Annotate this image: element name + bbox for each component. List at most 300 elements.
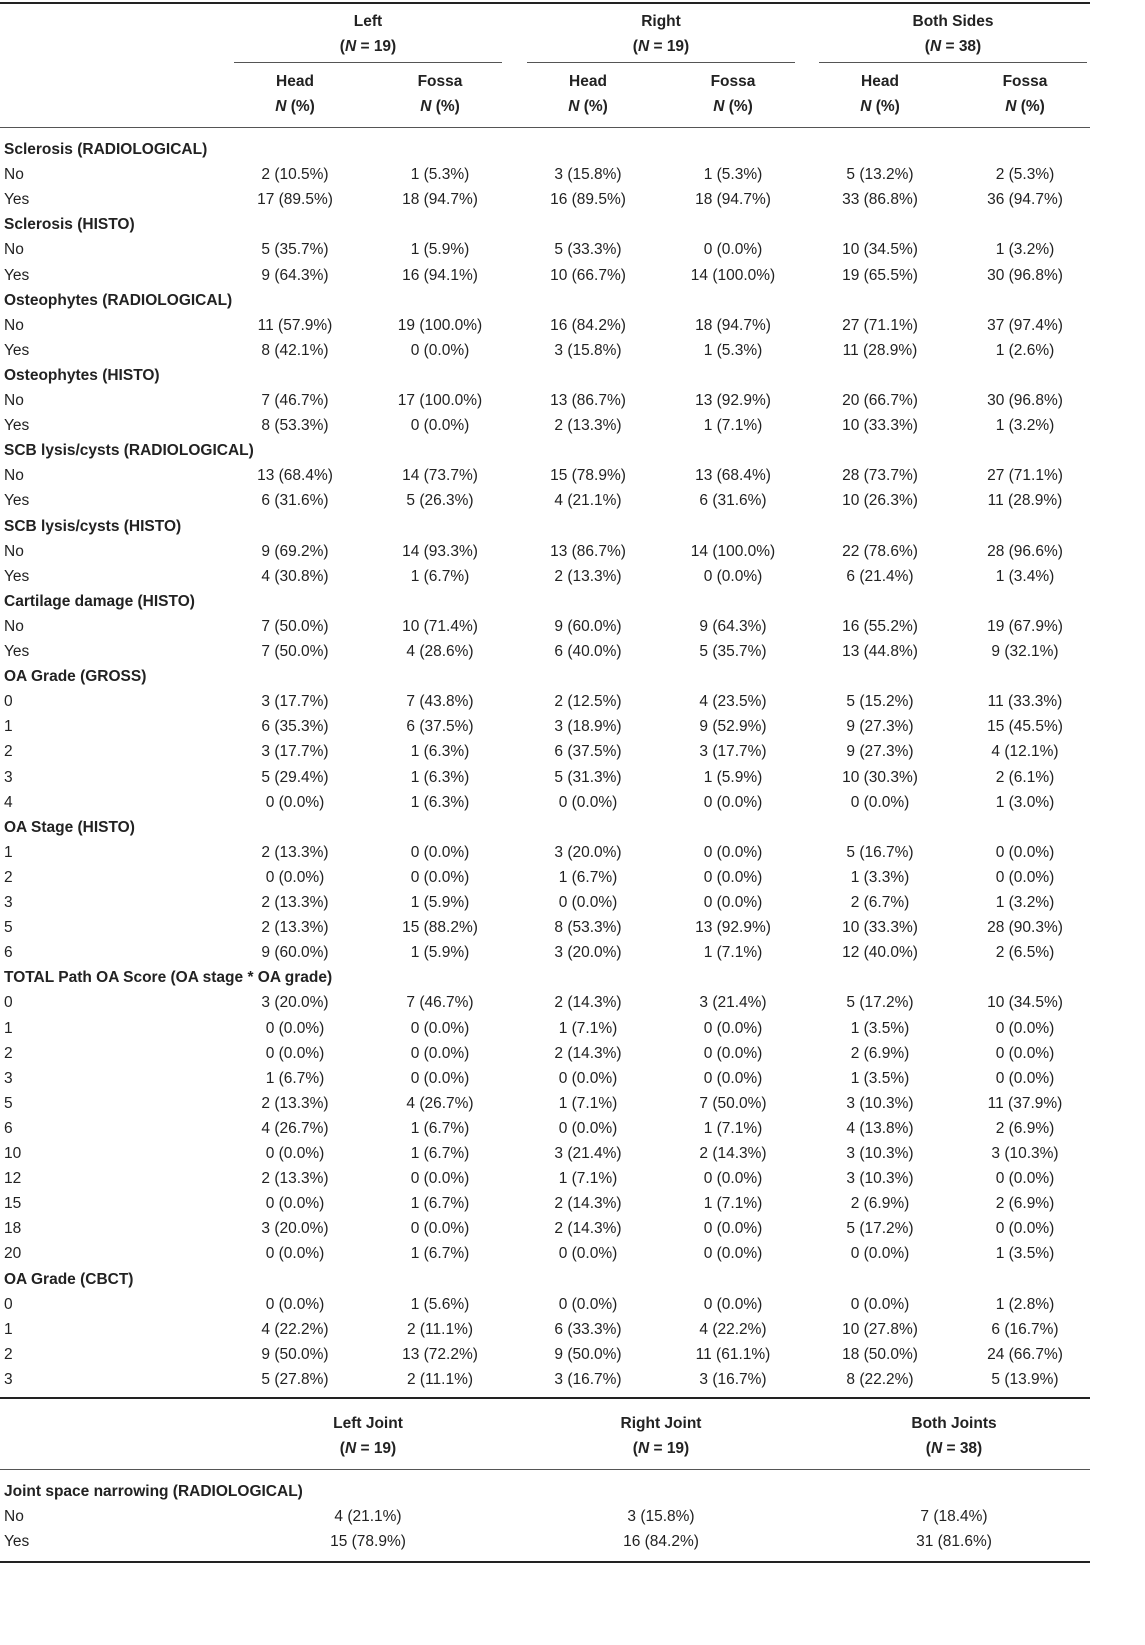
table-cell: 0 (0.0%): [410, 417, 470, 435]
table-cell: 12 (40.0%): [842, 944, 918, 962]
table-cell: 2 (6.9%): [995, 1195, 1055, 1213]
table-cell: 1 (5.9%): [410, 944, 470, 962]
section-title: Cartilage damage (HISTO): [4, 592, 195, 610]
row-label: No: [4, 1508, 24, 1526]
row-label: Yes: [4, 417, 30, 435]
table-cell: 1 (3.2%): [995, 241, 1055, 259]
table-cell: 0 (0.0%): [558, 793, 618, 811]
table-cell: 6 (33.3%): [554, 1320, 622, 1338]
group-underline-0: [234, 62, 502, 63]
table-cell: 0 (0.0%): [558, 1245, 618, 1263]
table-cell: 5 (35.7%): [261, 241, 329, 259]
table-cell: 3 (20.0%): [261, 994, 329, 1012]
row-label: 5: [4, 919, 13, 937]
table-cell: 6 (21.4%): [846, 567, 914, 585]
table-cell: 8 (53.3%): [554, 919, 622, 937]
table-cell: 6 (31.6%): [699, 492, 767, 510]
group-underline-1: [527, 62, 795, 63]
bottom-group-header-2-n: (N = 38): [925, 1440, 983, 1457]
table-cell: 3 (20.0%): [554, 843, 622, 861]
row-label: 1: [4, 843, 13, 861]
group-header-1-n: (N = 19): [632, 38, 690, 55]
table-cell: 27 (71.1%): [987, 467, 1063, 485]
table-cell: 9 (50.0%): [261, 1345, 329, 1363]
section-title: SCB lysis/cysts (RADIOLOGICAL): [4, 442, 254, 460]
table-cell: 3 (20.0%): [554, 944, 622, 962]
table-cell: 4 (30.8%): [261, 567, 329, 585]
table-cell: 9 (32.1%): [991, 643, 1059, 660]
row-label: Yes: [4, 266, 30, 284]
table-cell: 1 (7.1%): [703, 1119, 763, 1137]
row-label: 6: [4, 944, 13, 962]
table-cell: 19 (65.5%): [842, 266, 918, 284]
row-label: 2: [4, 1044, 13, 1062]
section-title: SCB lysis/cysts (HISTO): [4, 517, 182, 535]
bottom-group-header-0: Left Joint: [333, 1415, 403, 1432]
table-cell: 1 (6.3%): [410, 768, 470, 786]
table-cell: 19 (67.9%): [987, 617, 1063, 635]
table-cell: 6 (16.7%): [991, 1320, 1059, 1338]
table-cell: 8 (22.2%): [846, 1370, 914, 1388]
table-cell: 18 (94.7%): [695, 191, 771, 209]
table-cell: 1 (5.6%): [410, 1295, 470, 1313]
subcol-header-3: Fossa: [710, 73, 756, 90]
row-label: No: [4, 166, 24, 184]
row-label: 2: [4, 743, 13, 761]
table-cell: 0 (0.0%): [703, 843, 763, 861]
table-cell: 9 (52.9%): [699, 718, 767, 736]
subcol-header-2: Head: [569, 73, 607, 90]
table-cell: 30 (96.8%): [987, 266, 1063, 284]
table-cell: 10 (71.4%): [402, 617, 478, 635]
table-cell: 1 (5.3%): [410, 166, 470, 184]
table-cell: 30 (96.8%): [987, 392, 1063, 409]
row-label: No: [4, 241, 24, 259]
table-cell: 28 (90.3%): [987, 919, 1063, 937]
table-cell: 4 (21.1%): [554, 492, 622, 510]
table-cell: 9 (50.0%): [554, 1345, 622, 1363]
table-cell: 2 (6.9%): [995, 1119, 1055, 1137]
row-label: 6: [4, 1119, 13, 1137]
table-cell: 7 (50.0%): [261, 643, 329, 660]
table-cell: 9 (27.3%): [846, 743, 914, 761]
table-cell: 0 (0.0%): [265, 868, 325, 886]
table-cell: 4 (23.5%): [699, 693, 767, 711]
table-cell: 0 (0.0%): [410, 341, 470, 359]
table-cell: 3 (15.8%): [554, 166, 622, 184]
table-cell: 0 (0.0%): [995, 843, 1055, 861]
table-cell: 13 (68.4%): [695, 467, 771, 485]
row-label: 2: [4, 868, 13, 886]
table-cell: 5 (17.2%): [846, 1220, 914, 1238]
table-cell: 0 (0.0%): [703, 894, 763, 911]
table-cell: 10 (66.7%): [550, 266, 626, 284]
table-cell: 2 (6.9%): [850, 1044, 910, 1062]
table-cell: 0 (0.0%): [410, 868, 470, 886]
table-cell: 2 (13.3%): [554, 417, 622, 435]
table-cell: 28 (73.7%): [842, 467, 918, 485]
table-cell: 1 (6.7%): [410, 1145, 470, 1162]
table-cell: 2 (14.3%): [554, 1044, 622, 1062]
table-cell: 5 (33.3%): [554, 241, 622, 259]
table-cell: 3 (16.7%): [699, 1370, 767, 1388]
table-cell: 1 (5.9%): [410, 241, 470, 259]
table-cell: 3 (15.8%): [627, 1508, 695, 1526]
subcol-header-1: Fossa: [417, 73, 463, 90]
table-cell: 3 (10.3%): [991, 1145, 1059, 1162]
subcol-header-0: Head: [276, 73, 314, 90]
table-cell: 1 (3.3%): [850, 868, 910, 886]
table-cell: 1 (7.1%): [558, 1019, 618, 1037]
row-label: 12: [4, 1170, 22, 1188]
table-cell: 5 (35.7%): [699, 643, 767, 660]
table-cell: 11 (61.1%): [695, 1345, 771, 1363]
table-cell: 13 (92.9%): [695, 919, 771, 937]
table-cell: 20 (66.7%): [842, 392, 918, 409]
table-cell: 0 (0.0%): [703, 1019, 763, 1037]
table-cell: 37 (97.4%): [987, 316, 1063, 334]
table-cell: 17 (100.0%): [397, 392, 483, 409]
row-label: Yes: [4, 1533, 30, 1551]
bottom-group-header-1: Right Joint: [620, 1415, 702, 1432]
table-cell: 6 (40.0%): [554, 643, 622, 660]
table-cell: 0 (0.0%): [703, 793, 763, 811]
row-label: Yes: [4, 643, 30, 660]
table-cell: 2 (13.3%): [261, 1170, 329, 1188]
table-cell: 6 (31.6%): [261, 492, 329, 510]
table-cell: 3 (17.7%): [261, 743, 329, 761]
table-cell: 1 (3.5%): [850, 1069, 910, 1087]
table-cell: 6 (35.3%): [261, 718, 329, 736]
table-cell: 1 (2.6%): [995, 341, 1055, 359]
table-cell: 0 (0.0%): [410, 1220, 470, 1238]
table-cell: 4 (22.2%): [261, 1320, 329, 1338]
row-label: 3: [4, 894, 13, 911]
table-cell: 9 (60.0%): [261, 944, 329, 962]
row-label: 18: [4, 1220, 22, 1238]
table-cell: 11 (28.9%): [987, 492, 1063, 510]
row-label: Yes: [4, 341, 30, 359]
table-cell: 2 (6.7%): [850, 894, 910, 911]
table-cell: 13 (92.9%): [695, 392, 771, 409]
table-cell: 0 (0.0%): [703, 241, 763, 259]
table-cell: 5 (27.8%): [261, 1370, 329, 1388]
row-label: 20: [4, 1245, 22, 1263]
table-cell: 0 (0.0%): [558, 1295, 618, 1313]
subcol-header-4: Head: [861, 73, 899, 90]
table-cell: 0 (0.0%): [850, 1295, 910, 1313]
table-cell: 0 (0.0%): [410, 1044, 470, 1062]
table-cell: 4 (22.2%): [699, 1320, 767, 1338]
table-cell: 2 (13.3%): [261, 1094, 329, 1112]
table-cell: 2 (6.1%): [995, 768, 1055, 786]
subcol-header-3-unit: N (%): [713, 98, 753, 115]
section-title: Osteophytes (RADIOLOGICAL): [4, 291, 233, 309]
section-title: TOTAL Path OA Score (OA stage * OA grade): [4, 969, 333, 987]
table-cell: 4 (26.7%): [406, 1094, 474, 1112]
row-label: 1: [4, 718, 13, 736]
table-cell: 2 (13.3%): [261, 919, 329, 937]
table-cell: 3 (10.3%): [846, 1094, 914, 1112]
table-cell: 1 (6.3%): [410, 743, 470, 761]
table-cell: 1 (3.2%): [995, 894, 1055, 911]
table-cell: 5 (15.2%): [846, 693, 914, 711]
table-cell: 5 (17.2%): [846, 994, 914, 1012]
table-cell: 18 (94.7%): [402, 191, 478, 209]
table-cell: 0 (0.0%): [850, 793, 910, 811]
table-cell: 0 (0.0%): [995, 1069, 1055, 1087]
table-cell: 11 (57.9%): [257, 316, 333, 334]
row-label: No: [4, 392, 24, 409]
table-cell: 5 (13.9%): [991, 1370, 1059, 1388]
row-label: 3: [4, 768, 13, 786]
subcol-header-5: Fossa: [1002, 73, 1048, 90]
table-cell: 7 (18.4%): [920, 1508, 988, 1526]
row-label: 0: [4, 693, 13, 711]
table-cell: 2 (6.5%): [995, 944, 1055, 962]
table-cell: 7 (46.7%): [261, 392, 329, 409]
table-cell: 9 (27.3%): [846, 718, 914, 736]
table-cell: 8 (53.3%): [261, 417, 329, 435]
table-cell: 1 (6.3%): [410, 793, 470, 811]
row-label: No: [4, 316, 24, 334]
section-title: Sclerosis (HISTO): [4, 216, 135, 234]
table-cell: 13 (44.8%): [842, 643, 918, 660]
table-cell: 5 (31.3%): [554, 768, 622, 786]
table-cell: 3 (20.0%): [261, 1220, 329, 1238]
group-header-0: Left: [353, 13, 383, 30]
section-title: Joint space narrowing (RADIOLOGICAL): [4, 1483, 303, 1500]
table-cell: 10 (33.3%): [842, 919, 918, 937]
table-cell: 1 (7.1%): [703, 944, 763, 962]
table-cell: 10 (33.3%): [842, 417, 918, 435]
subcol-header-0-unit: N (%): [275, 98, 315, 115]
table-cell: 1 (5.3%): [703, 166, 763, 184]
table-cell: 18 (94.7%): [695, 316, 771, 334]
table-cell: 0 (0.0%): [558, 1119, 618, 1137]
group-header-0-n: (N = 19): [339, 38, 397, 55]
row-label: Yes: [4, 492, 30, 510]
table-cell: 7 (50.0%): [699, 1094, 767, 1112]
group-header-1: Right: [641, 13, 681, 30]
table-cell: 24 (66.7%): [987, 1345, 1063, 1363]
table-cell: 2 (14.3%): [554, 994, 622, 1012]
table-cell: 13 (68.4%): [257, 467, 333, 485]
section-title: Sclerosis (RADIOLOGICAL): [4, 141, 208, 158]
table-cell: 1 (2.8%): [995, 1295, 1055, 1313]
table-cell: 13 (86.7%): [550, 392, 626, 409]
table-cell: 4 (13.8%): [846, 1119, 914, 1137]
table-cell: 17 (89.5%): [257, 191, 333, 209]
table-cell: 5 (26.3%): [406, 492, 474, 510]
row-label: 3: [4, 1370, 13, 1388]
table-cell: 33 (86.8%): [842, 191, 918, 209]
table-cell: 9 (69.2%): [261, 542, 329, 560]
table-cell: 1 (7.1%): [558, 1094, 618, 1112]
table-cell: 36 (94.7%): [987, 191, 1063, 209]
table-cell: 22 (78.6%): [842, 542, 918, 560]
group-underline-2: [819, 62, 1087, 63]
section-title: OA Stage (HISTO): [4, 818, 135, 836]
row-label: 1: [4, 1320, 13, 1338]
table-cell: 9 (64.3%): [261, 266, 329, 284]
table-cell: 0 (0.0%): [265, 1295, 325, 1313]
header-bottom-rule: [0, 127, 1090, 128]
table-cell: 16 (89.5%): [550, 191, 626, 209]
table-cell: 1 (6.7%): [410, 1195, 470, 1213]
table-cell: 0 (0.0%): [703, 1044, 763, 1062]
table-cell: 0 (0.0%): [558, 894, 618, 911]
group-header-2-n: (N = 38): [924, 38, 982, 55]
table-cell: 1 (3.5%): [850, 1019, 910, 1037]
table-cell: 31 (81.6%): [916, 1533, 992, 1551]
table-cell: 1 (3.4%): [995, 567, 1055, 585]
table-cell: 15 (78.9%): [330, 1533, 406, 1551]
row-label: Yes: [4, 191, 30, 209]
table-cell: 1 (6.7%): [410, 1119, 470, 1137]
bottom-table-top-rule: [0, 1397, 1090, 1399]
table-cell: 1 (7.1%): [703, 1195, 763, 1213]
table-cell: 0 (0.0%): [995, 1019, 1055, 1037]
table-cell: 11 (33.3%): [987, 693, 1063, 711]
table-cell: 0 (0.0%): [703, 1069, 763, 1087]
table-cell: 0 (0.0%): [703, 1295, 763, 1313]
table-cell: 15 (45.5%): [987, 718, 1063, 736]
table-cell: 2 (14.3%): [554, 1220, 622, 1238]
table-cell: 0 (0.0%): [558, 1069, 618, 1087]
table-bottom-rule: [0, 1561, 1090, 1563]
table-cell: 14 (93.3%): [402, 542, 478, 560]
subcol-header-2-unit: N (%): [568, 98, 608, 115]
table-cell: 4 (12.1%): [991, 743, 1059, 761]
table-cell: 5 (13.2%): [846, 166, 914, 184]
row-label: 3: [4, 1069, 13, 1087]
table-cell: 2 (5.3%): [995, 166, 1055, 184]
row-label: 15: [4, 1195, 22, 1213]
table-cell: 0 (0.0%): [703, 1220, 763, 1238]
bottom-group-header-1-n: (N = 19): [632, 1440, 690, 1457]
table-cell: 3 (17.7%): [261, 693, 329, 711]
table-cell: 0 (0.0%): [265, 1195, 325, 1213]
table-cell: 9 (64.3%): [699, 617, 767, 635]
table-cell: 27 (71.1%): [842, 316, 918, 334]
table-cell: 11 (28.9%): [842, 341, 918, 359]
row-label: 4: [4, 793, 13, 811]
table-cell: 0 (0.0%): [410, 843, 470, 861]
table-cell: 2 (11.1%): [406, 1370, 474, 1388]
table-cell: 28 (96.6%): [987, 542, 1063, 560]
bottom-group-header-0-n: (N = 19): [339, 1440, 397, 1457]
section-title: OA Grade (CBCT): [4, 1270, 134, 1288]
table-cell: 0 (0.0%): [410, 1019, 470, 1037]
table-cell: 0 (0.0%): [703, 1245, 763, 1263]
row-label: 1: [4, 1019, 13, 1037]
table-cell: 6 (37.5%): [554, 743, 622, 761]
table-cell: 0 (0.0%): [995, 868, 1055, 886]
table-cell: 2 (13.3%): [261, 843, 329, 861]
table-cell: 9 (60.0%): [554, 617, 622, 635]
row-label: Yes: [4, 567, 30, 585]
row-label: 5: [4, 1094, 13, 1112]
table-cell: 2 (14.3%): [554, 1195, 622, 1213]
table-cell: 2 (12.5%): [554, 693, 622, 711]
row-label: No: [4, 542, 24, 560]
table-cell: 1 (7.1%): [558, 1170, 618, 1188]
subcol-header-1-unit: N (%): [420, 98, 460, 115]
table-cell: 16 (55.2%): [842, 617, 918, 635]
table-cell: 0 (0.0%): [703, 567, 763, 585]
table-cell: 0 (0.0%): [265, 1145, 325, 1162]
table-cell: 1 (7.1%): [703, 417, 763, 435]
table-cell: 18 (50.0%): [842, 1345, 918, 1363]
section-title: Osteophytes (HISTO): [4, 366, 160, 384]
table-cell: 3 (21.4%): [554, 1145, 622, 1162]
subcol-header-5-unit: N (%): [1005, 98, 1045, 115]
table-cell: 3 (15.8%): [554, 341, 622, 359]
table-cell: 0 (0.0%): [703, 868, 763, 886]
table-cell: 0 (0.0%): [410, 1170, 470, 1188]
table-cell: 3 (18.9%): [554, 718, 622, 736]
table-cell: 14 (100.0%): [690, 266, 776, 284]
table-cell: 15 (78.9%): [550, 467, 626, 485]
table-cell: 4 (26.7%): [261, 1119, 329, 1137]
table-cell: 1 (6.7%): [410, 567, 470, 585]
table-cell: 16 (94.1%): [402, 266, 478, 284]
table-cell: 3 (10.3%): [846, 1170, 914, 1188]
table-cell: 14 (100.0%): [690, 542, 776, 560]
table-cell: 11 (37.9%): [987, 1094, 1063, 1112]
table-cell: 10 (30.3%): [842, 768, 918, 786]
table-cell: 16 (84.2%): [623, 1533, 699, 1551]
table-cell: 8 (42.1%): [261, 341, 329, 359]
row-label: 10: [4, 1145, 22, 1162]
table-cell: 10 (26.3%): [842, 492, 918, 510]
group-header-2: Both Sides: [912, 13, 994, 30]
table-cell: 0 (0.0%): [703, 1170, 763, 1188]
table-cell: 16 (84.2%): [550, 316, 626, 334]
row-label: No: [4, 617, 24, 635]
table-cell: 0 (0.0%): [265, 793, 325, 811]
row-label: 0: [4, 1295, 13, 1313]
table-cell: 0 (0.0%): [995, 1220, 1055, 1238]
bottom-group-header-2: Both Joints: [911, 1415, 997, 1432]
table-cell: 1 (3.2%): [995, 417, 1055, 435]
table-cell: 10 (34.5%): [987, 994, 1063, 1012]
table-cell: 1 (5.3%): [703, 341, 763, 359]
table-cell: 0 (0.0%): [995, 1044, 1055, 1062]
table-cell: 1 (3.0%): [995, 793, 1055, 811]
table-cell: 15 (88.2%): [402, 919, 478, 937]
table-cell: 3 (10.3%): [846, 1145, 914, 1162]
table-cell: 1 (6.7%): [410, 1245, 470, 1263]
table-cell: 4 (21.1%): [334, 1508, 402, 1526]
table-cell: 3 (21.4%): [699, 994, 767, 1012]
table-cell: 2 (6.9%): [850, 1195, 910, 1213]
table-cell: 1 (6.7%): [558, 868, 618, 886]
table-cell: 1 (5.9%): [703, 768, 763, 786]
row-label: No: [4, 467, 24, 485]
subcol-header-4-unit: N (%): [860, 98, 900, 115]
row-label: 0: [4, 994, 13, 1012]
table-cell: 0 (0.0%): [265, 1019, 325, 1037]
table-cell: 19 (100.0%): [397, 316, 483, 334]
table-cell: 2 (11.1%): [406, 1320, 474, 1338]
section-title: OA Grade (GROSS): [4, 668, 147, 686]
table-cell: 13 (86.7%): [550, 542, 626, 560]
table-cell: 1 (5.9%): [410, 894, 470, 911]
table-cell: 5 (16.7%): [846, 843, 914, 861]
table-cell: 13 (72.2%): [402, 1345, 478, 1363]
